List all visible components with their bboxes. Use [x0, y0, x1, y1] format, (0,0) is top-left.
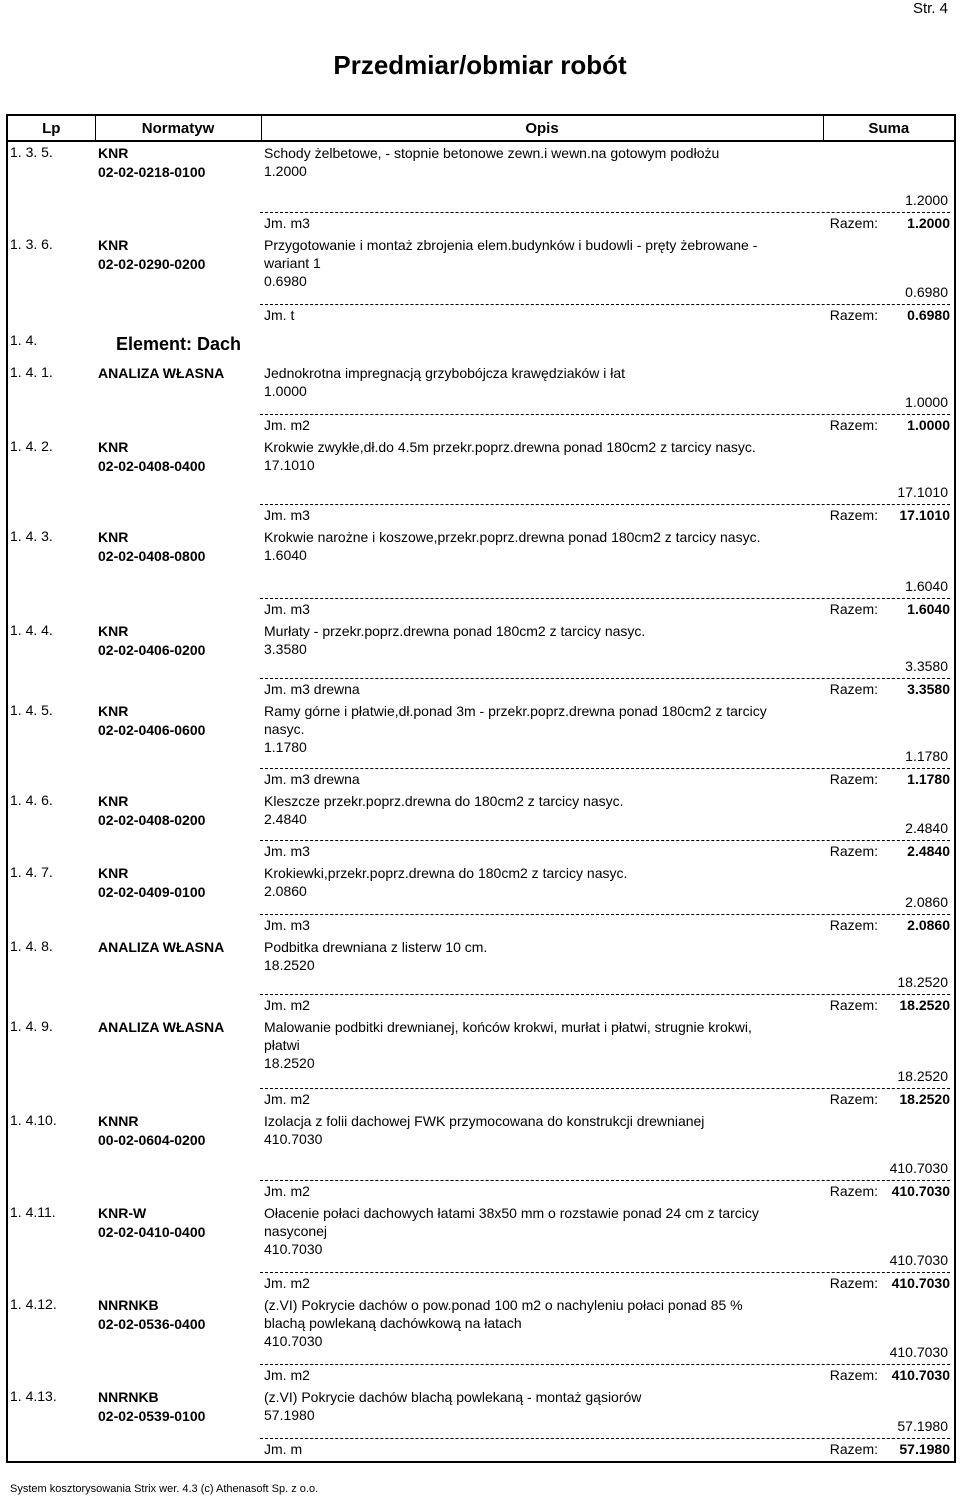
- item-total: 410.7030: [891, 1275, 950, 1291]
- list-item: [6, 622, 954, 702]
- list-item: [6, 364, 954, 438]
- list-item: [6, 864, 954, 938]
- lp-number: 1. 4. 1.: [10, 364, 53, 380]
- normatyw-number: 02-02-0408-0400: [98, 458, 206, 474]
- row-sum: 18.2520: [897, 974, 948, 990]
- normatyw-code: NNRNKB: [98, 1297, 159, 1313]
- description-line: Ołacenie połaci dachowych łatami 38x50 mm o rozstawie ponad 24 cm z tarcicy: [264, 1205, 759, 1221]
- description-cell: [264, 1296, 816, 1350]
- quantity-expression: 18.2520: [264, 1055, 315, 1071]
- item-total: 18.2520: [899, 1091, 950, 1107]
- normatyw-code: KNR: [98, 529, 129, 545]
- lp-number: 1. 4. 4.: [10, 622, 53, 638]
- normatyw-cell: [98, 864, 205, 902]
- description-line: Izolacja z folii dachowej FWK przymocowana do konstrukcji drewnianej: [264, 1113, 705, 1129]
- unit-total-line: [260, 1272, 950, 1293]
- item-total: 0.6980: [907, 307, 950, 323]
- normatyw-code: ANALIZA WŁASNA: [98, 939, 225, 955]
- normatyw-cell: [98, 792, 205, 830]
- list-item: [6, 702, 954, 792]
- description-line: Murłaty - przekr.poprz.drewna ponad 180cm2 z tarcicy nasyc.: [264, 623, 646, 639]
- normatyw-cell: [98, 702, 205, 740]
- item-total: 18.2520: [899, 997, 950, 1013]
- description-line: blachą powlekaną dachówkową na łatach: [264, 1315, 522, 1331]
- item-total: 3.3580: [907, 681, 950, 697]
- razem-label: Razem:: [829, 215, 878, 231]
- footer-text: System kosztorysowania Strix wer. 4.3 (c) Athenasoft Sp. z o.o.: [10, 1483, 319, 1495]
- razem-label: Razem:: [829, 997, 878, 1013]
- header-suma: Suma: [823, 115, 955, 141]
- quantity-expression: 17.1010: [264, 457, 315, 473]
- unit-label: Jm. m: [264, 1441, 303, 1457]
- normatyw-cell: [98, 364, 224, 383]
- row-sum: 17.1010: [897, 484, 948, 500]
- row-sum: 1.0000: [905, 394, 948, 410]
- unit-label: Jm. t: [264, 307, 295, 323]
- normatyw-number: 02-02-0410-0400: [98, 1224, 206, 1240]
- normatyw-cell: [98, 528, 205, 566]
- normatyw-code: ANALIZA WŁASNA: [98, 1019, 225, 1035]
- normatyw-number: 02-02-0406-0200: [98, 642, 206, 658]
- lp-number: 1. 3. 6.: [10, 236, 53, 252]
- description-cell: [264, 1204, 816, 1258]
- row-sum: 1.2000: [905, 192, 948, 208]
- quantity-expression: 1.2000: [264, 163, 307, 179]
- normatyw-code: KNR-W: [98, 1205, 147, 1221]
- normatyw-number: 02-02-0539-0100: [98, 1408, 206, 1424]
- row-sum: 0.6980: [905, 284, 948, 300]
- row-sum: 1.6040: [905, 578, 948, 594]
- lp-number: 1. 4.13.: [10, 1388, 57, 1404]
- quantity-expression: 410.7030: [264, 1241, 323, 1257]
- description-line: nasyc.: [264, 721, 305, 737]
- quantity-expression: 2.0860: [264, 883, 307, 899]
- description-line: wariant 1: [264, 255, 321, 271]
- row-sum: 1.1780: [905, 748, 948, 764]
- normatyw-code: KNR: [98, 145, 129, 161]
- header-lp: Lp: [7, 115, 95, 141]
- normatyw-code: KNR: [98, 439, 129, 455]
- lp-number: 1. 4. 7.: [10, 864, 53, 880]
- description-cell: [264, 1388, 816, 1424]
- normatyw-code: KNR: [98, 623, 129, 639]
- unit-total-line: [260, 414, 950, 435]
- unit-label: Jm. m2: [264, 1275, 310, 1291]
- description-line: Malowanie podbitki drewnianej, końców krokwi, murłat i płatwi, strugnie krokwi,: [264, 1019, 752, 1035]
- description-cell: [264, 792, 816, 828]
- normatyw-code: KNR: [98, 703, 129, 719]
- razem-label: Razem:: [829, 917, 878, 933]
- normatyw-number: 02-02-0218-0100: [98, 164, 206, 180]
- normatyw-number: 02-02-0408-0200: [98, 812, 206, 828]
- description-line: Schody żelbetowe, - stopnie betonowe zewn.i wewn.na gotowym podłożu: [264, 145, 720, 161]
- list-item: [6, 528, 954, 622]
- description-line: (z.VI) Pokrycie dachów o pow.ponad 100 m2 o nachyleniu połaci ponad 85 %: [264, 1297, 743, 1313]
- normatyw-number: 02-02-0536-0400: [98, 1316, 206, 1332]
- list-item: [6, 1204, 954, 1296]
- description-line: Krokwie narożne i koszowe,przekr.poprz.drewna ponad 180cm2 z tarcicy nasyc.: [264, 529, 761, 545]
- header-normatyw: Normatyw: [95, 115, 261, 141]
- normatyw-cell: [98, 144, 205, 182]
- lp-number: 1. 3. 5.: [10, 144, 53, 160]
- description-cell: [264, 1018, 816, 1072]
- row-sum: 410.7030: [889, 1344, 948, 1360]
- unit-label: Jm. m2: [264, 417, 310, 433]
- table-body: [6, 142, 954, 1462]
- unit-label: Jm. m2: [264, 997, 310, 1013]
- razem-label: Razem:: [829, 1091, 878, 1107]
- unit-total-line: [260, 1438, 950, 1459]
- unit-total-line: [260, 212, 950, 233]
- normatyw-number: 02-02-0408-0800: [98, 548, 206, 564]
- description-line: Kleszcze przekr.poprz.drewna do 180cm2 z tarcicy nasyc.: [264, 793, 624, 809]
- item-total: 2.4840: [907, 843, 950, 859]
- normatyw-code: KNR: [98, 865, 129, 881]
- table-header: [7, 115, 955, 141]
- description-cell: [264, 528, 816, 564]
- razem-label: Razem:: [829, 1367, 878, 1383]
- description-line: płatwi: [264, 1037, 300, 1053]
- normatyw-code: KNR: [98, 793, 129, 809]
- description-line: nasyconej: [264, 1223, 328, 1239]
- lp-number: 1. 4. 6.: [10, 792, 53, 808]
- unit-label: Jm. m3: [264, 601, 310, 617]
- normatyw-code: KNNR: [98, 1113, 139, 1129]
- razem-label: Razem:: [829, 771, 878, 787]
- item-total: 1.1780: [907, 771, 950, 787]
- unit-total-line: [260, 1180, 950, 1201]
- unit-total-line: [260, 304, 950, 325]
- normatyw-cell: [98, 1296, 205, 1334]
- list-item: [6, 1296, 954, 1388]
- item-total: 57.1980: [899, 1441, 950, 1457]
- normatyw-cell: [98, 1112, 205, 1150]
- unit-total-line: [260, 914, 950, 935]
- lp-number: 1. 4.12.: [10, 1296, 57, 1312]
- quantity-expression: 1.1780: [264, 739, 307, 755]
- unit-label: Jm. m2: [264, 1367, 310, 1383]
- lp-number: 1. 4. 8.: [10, 938, 53, 954]
- razem-label: Razem:: [829, 307, 878, 323]
- normatyw-number: 00-02-0604-0200: [98, 1132, 206, 1148]
- normatyw-cell: [98, 1204, 205, 1242]
- description-line: Przygotowanie i montaż zbrojenia elem.budynków i budowli - pręty żebrowane -: [264, 237, 758, 253]
- description-line: Jednokrotna impregnacją grzybobójcza krawędziaków i łat: [264, 365, 626, 381]
- item-total: 410.7030: [891, 1183, 950, 1199]
- description-line: Krokwie zwykłe,dł.do 4.5m przekr.poprz.drewna ponad 180cm2 z tarcicy nasyc.: [264, 439, 756, 455]
- normatyw-number: 02-02-0406-0600: [98, 722, 206, 738]
- row-sum: 57.1980: [897, 1418, 948, 1434]
- quantity-expression: 2.4840: [264, 811, 307, 827]
- list-item: [6, 1388, 954, 1462]
- unit-total-line: [260, 678, 950, 699]
- unit-total-line: [260, 768, 950, 789]
- description-cell: [264, 144, 816, 180]
- document-title: Przedmiar/obmiar robót: [333, 50, 627, 80]
- quantity-expression: 18.2520: [264, 957, 315, 973]
- list-item: [6, 1112, 954, 1204]
- unit-total-line: [260, 1088, 950, 1109]
- list-item: [6, 144, 954, 236]
- description-cell: [264, 864, 816, 900]
- normatyw-code: ANALIZA WŁASNA: [98, 365, 225, 381]
- item-total: 2.0860: [907, 917, 950, 933]
- item-total: 1.0000: [907, 417, 950, 433]
- list-item: [6, 236, 954, 328]
- lp-number: 1. 4.11.: [10, 1204, 56, 1220]
- unit-label: Jm. m3: [264, 215, 310, 231]
- razem-label: Razem:: [829, 417, 878, 433]
- normatyw-cell: [98, 1388, 205, 1426]
- razem-label: Razem:: [829, 1183, 878, 1199]
- razem-label: Razem:: [829, 1275, 878, 1291]
- normatyw-code: NNRNKB: [98, 1389, 159, 1405]
- normatyw-cell: [98, 938, 224, 957]
- quantity-expression: 410.7030: [264, 1131, 323, 1147]
- list-item: [6, 438, 954, 528]
- item-total: 410.7030: [891, 1367, 950, 1383]
- description-cell: [264, 1112, 816, 1148]
- element-heading: [6, 332, 954, 362]
- unit-total-line: [260, 1364, 950, 1385]
- normatyw-number: 02-02-0290-0200: [98, 256, 206, 272]
- unit-label: Jm. m3: [264, 917, 310, 933]
- quantity-expression: 1.0000: [264, 383, 307, 399]
- list-item: [6, 792, 954, 864]
- description-cell: [264, 364, 816, 400]
- unit-total-line: [260, 598, 950, 619]
- unit-total-line: [260, 840, 950, 861]
- row-sum: 410.7030: [889, 1252, 948, 1268]
- element-label: Element: Dach: [116, 334, 242, 354]
- row-sum: 2.0860: [905, 894, 948, 910]
- unit-label: Jm. m2: [264, 1183, 310, 1199]
- description-line: Krokiewki,przekr.poprz.drewna do 180cm2 z tarcicy nasyc.: [264, 865, 628, 881]
- quantity-expression: 1.6040: [264, 547, 307, 563]
- razem-label: Razem:: [829, 1441, 878, 1457]
- normatyw-code: KNR: [98, 237, 129, 253]
- description-line: Podbitka drewniana z listerw 10 cm.: [264, 939, 488, 955]
- unit-label: Jm. m3 drewna: [264, 681, 360, 697]
- razem-label: Razem:: [829, 843, 878, 859]
- razem-label: Razem:: [829, 681, 878, 697]
- element-lp: 1. 4.: [10, 332, 38, 348]
- page-number: Str. 4: [912, 0, 948, 17]
- description-cell: [264, 938, 816, 974]
- header-opis: Opis: [261, 115, 823, 141]
- description-line: (z.VI) Pokrycie dachów blachą powlekaną - montaż gąsiorów: [264, 1389, 642, 1405]
- row-sum: 18.2520: [897, 1068, 948, 1084]
- normatyw-number: 02-02-0409-0100: [98, 884, 206, 900]
- item-total: 1.2000: [907, 215, 950, 231]
- row-sum: 410.7030: [889, 1160, 948, 1176]
- normatyw-cell: [98, 236, 205, 274]
- list-item: [6, 1018, 954, 1112]
- normatyw-cell: [98, 622, 205, 660]
- lp-number: 1. 4. 2.: [10, 438, 53, 454]
- unit-total-line: [260, 994, 950, 1015]
- unit-label: Jm. m3: [264, 507, 310, 523]
- description-cell: [264, 702, 816, 756]
- quantity-expression: 0.6980: [264, 273, 307, 289]
- unit-total-line: [260, 504, 950, 525]
- quantity-expression: 57.1980: [264, 1407, 315, 1423]
- item-total: 17.1010: [899, 507, 950, 523]
- unit-label: Jm. m3 drewna: [264, 771, 360, 787]
- razem-label: Razem:: [829, 507, 878, 523]
- razem-label: Razem:: [829, 601, 878, 617]
- lp-number: 1. 4. 5.: [10, 702, 53, 718]
- normatyw-cell: [98, 438, 205, 476]
- lp-number: 1. 4. 9.: [10, 1018, 53, 1034]
- list-item: [6, 938, 954, 1018]
- unit-label: Jm. m3: [264, 843, 310, 859]
- description-cell: [264, 622, 816, 658]
- lp-number: 1. 4.10.: [10, 1112, 57, 1128]
- unit-label: Jm. m2: [264, 1091, 310, 1107]
- quantity-expression: 3.3580: [264, 641, 307, 657]
- description-cell: [264, 236, 816, 290]
- lp-number: 1. 4. 3.: [10, 528, 53, 544]
- normatyw-cell: [98, 1018, 224, 1037]
- row-sum: 2.4840: [905, 820, 948, 836]
- item-total: 1.6040: [907, 601, 950, 617]
- quantity-expression: 410.7030: [264, 1333, 323, 1349]
- description-line: Ramy górne i płatwie,dł.ponad 3m - przekr.poprz.drewna ponad 180cm2 z tarcicy: [264, 703, 767, 719]
- description-cell: [264, 438, 816, 474]
- row-sum: 3.3580: [905, 658, 948, 674]
